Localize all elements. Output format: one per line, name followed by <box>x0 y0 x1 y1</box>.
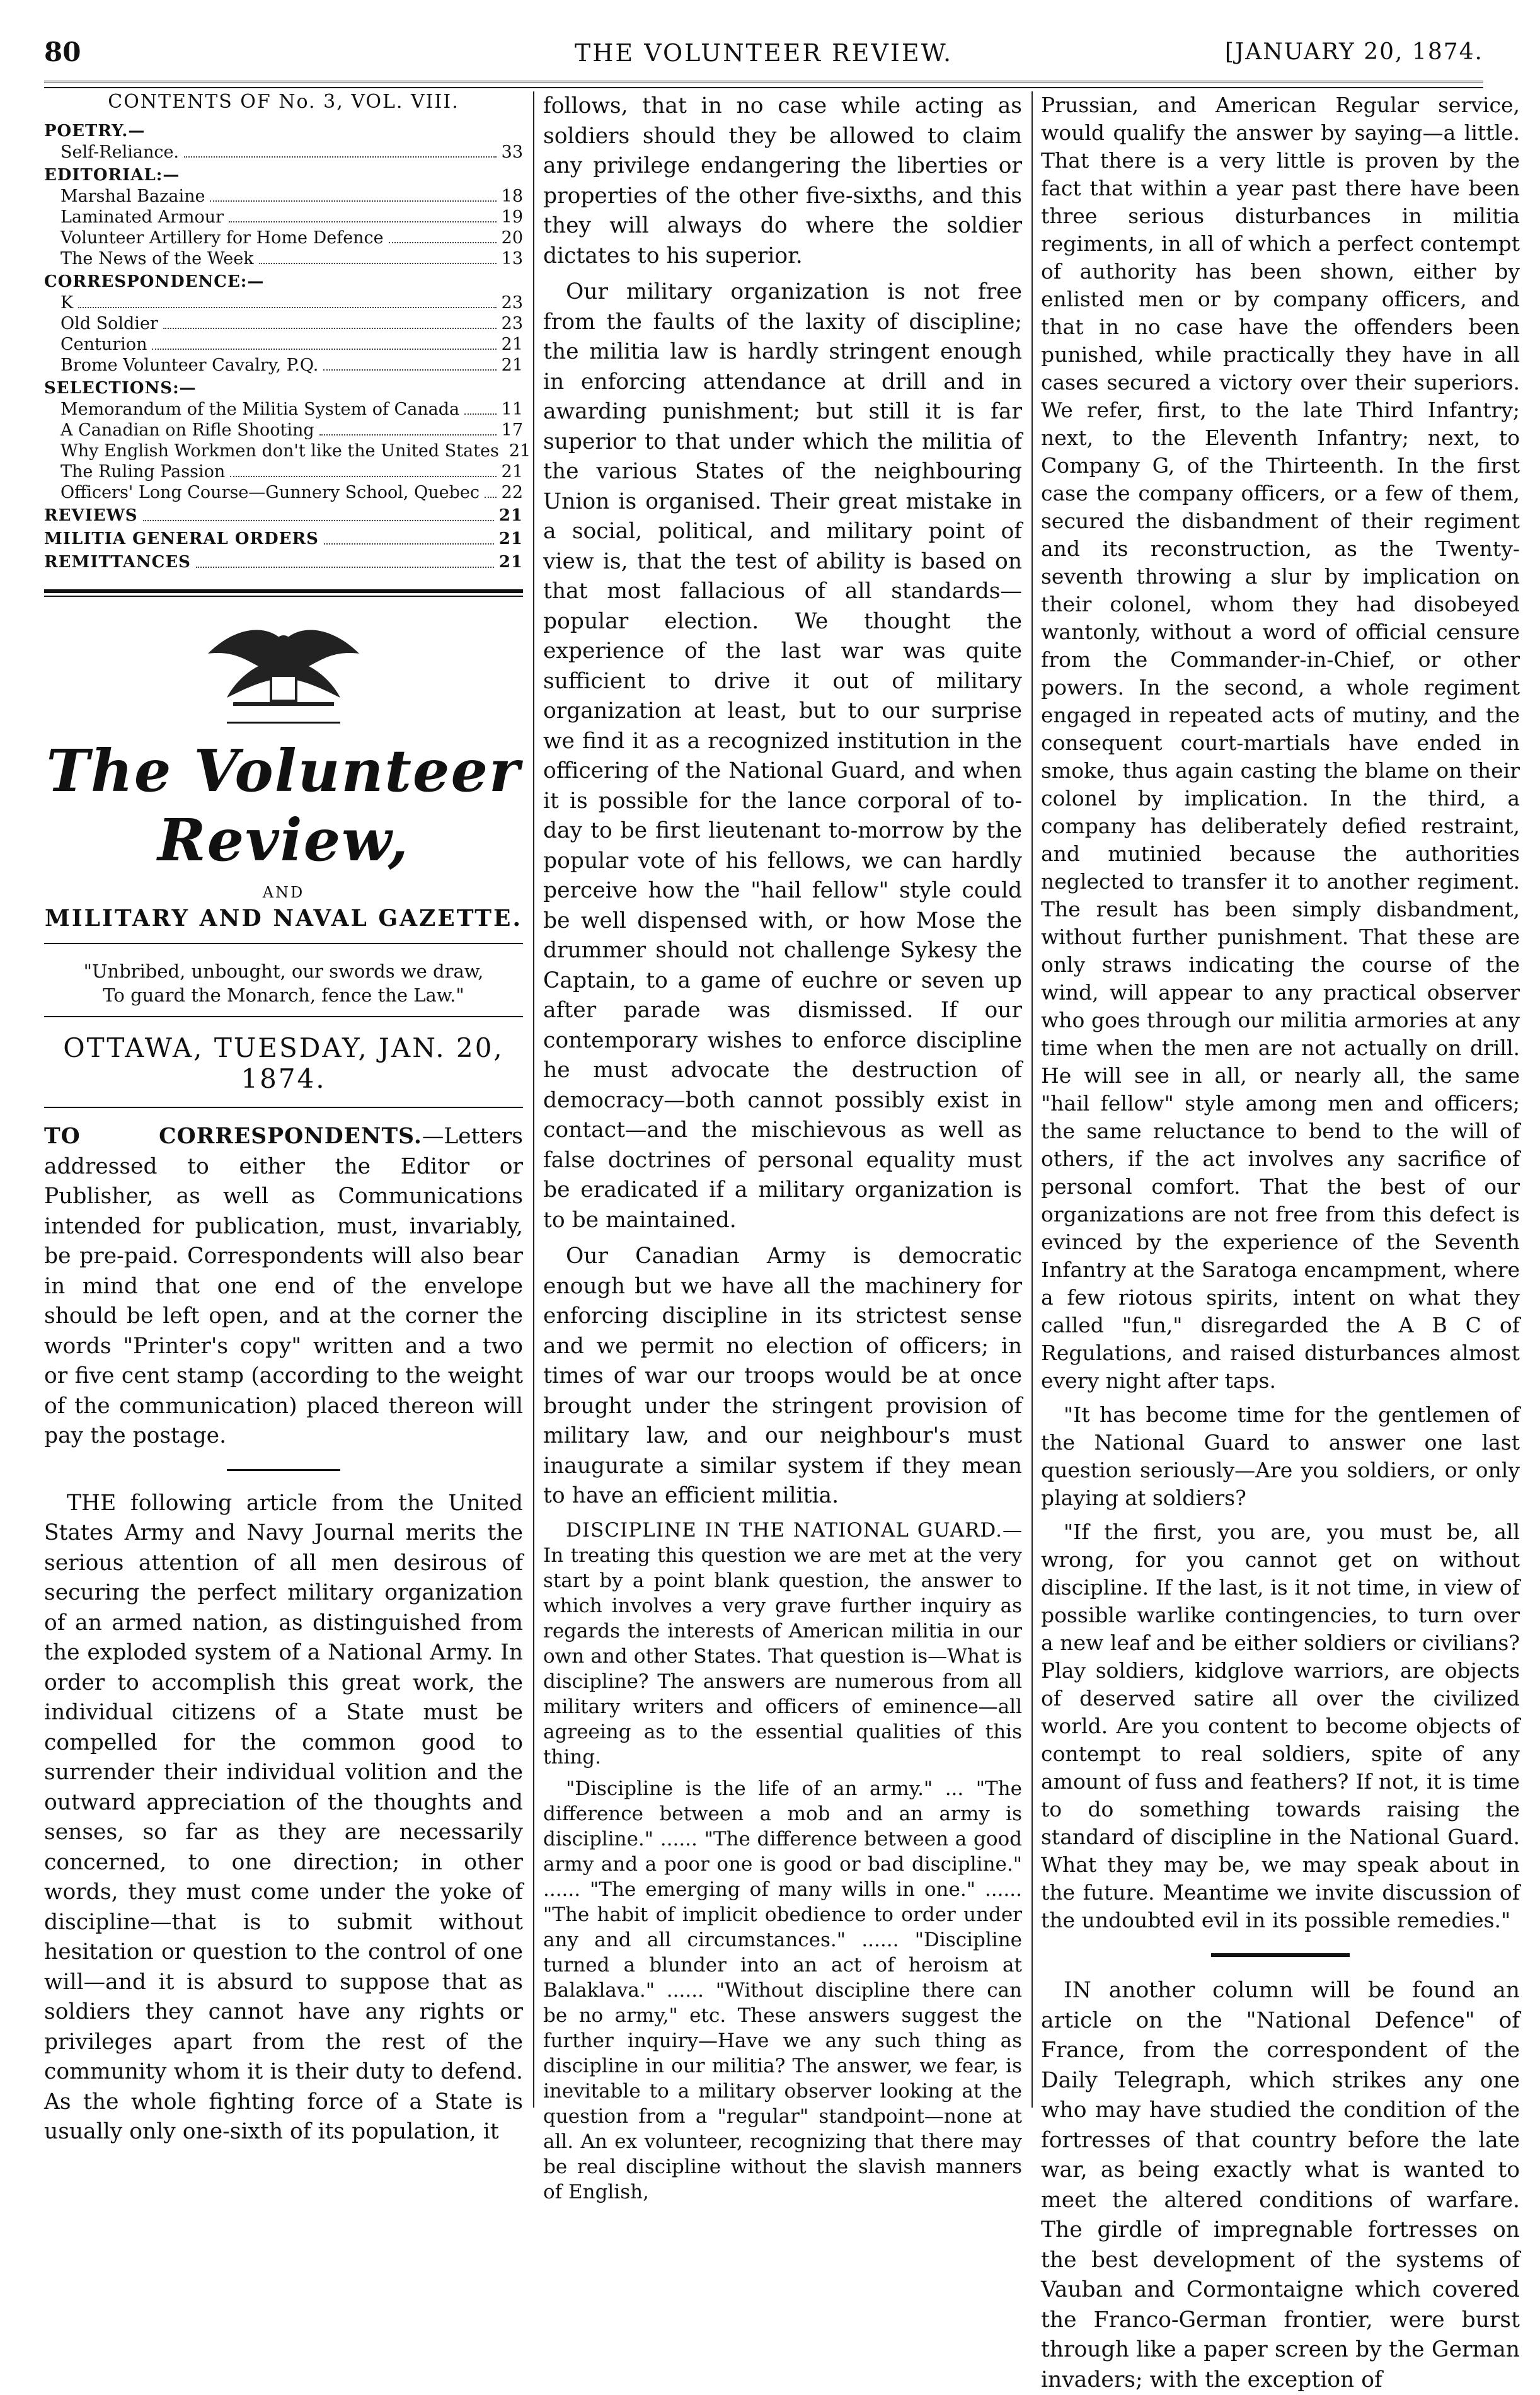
masthead-motto: "Unbribed, unbought, our swords we draw, To guard the Monarch, fence the Law." <box>83 961 484 1006</box>
section-rule <box>44 1107 523 1108</box>
masthead-title: The Volunteer Review, <box>46 737 521 874</box>
quoted-article-paragraph: "If the first, you are, you must be, all wrong, for you cannot get on without discipline. If the last, is it not time, in view of possible warlike contingencies, to turn over a new leaf and be either soldiers or civilians? Play soldiers, kidglove warriors, are objects of deserved satire all over the civilized world. Are you content to become objects of contempt to real soldiers, spite of any amount of fuss and feathers? If not, it is time to do something towards raising the standard of discipline in the National Guard. What they may be, we may speak about in the future. Meantime we invite discussion of the undoubted evil in its possible remedies." <box>1041 1520 1520 1932</box>
contents-entry: Memorandum of the Militia System of Canada 11 <box>60 400 523 419</box>
section-rule <box>44 596 523 597</box>
contents-section-label: CORRESPONDENCE:— <box>44 272 265 291</box>
contents-entry: The Ruling Passion 21 <box>60 462 523 482</box>
column-rule <box>1031 91 1033 2108</box>
correspondents-notice: TO CORRESPONDENTS.—Letters addressed to either the Editor or Publisher, as well as Communications intended for publication, must, invariably, be pre-paid. Correspondents will also bear in mind that one end of the envelope should be left open, and at the corner the words "Printer's copy" written and a two or five cent stamp (according to the weight of the communication) placed thereon will pay the postage. <box>44 1124 523 1448</box>
contents-entry: REVIEWS 21 <box>44 506 523 525</box>
column-1 <box>44 91 531 2144</box>
contents-entry: Old Soldier 23 <box>60 314 523 333</box>
contents-section-label: POETRY.— <box>44 122 146 141</box>
contents-title: CONTENTS OF No. 3, VOL. VIII. <box>108 91 459 113</box>
contents-entry: A Canadian on Rifle Shooting 17 <box>60 420 523 440</box>
contents-entry: K 23 <box>60 293 523 313</box>
article-paragraph: THE following article from the United States Army and Navy Journal merits the serious attention of all men desirous of securing the perfect military organization of an armed nation, as distinguished from the exploded system of a National Army. In order to accomplish this great work, the individual citizens of a State must be compelled for the common good to surrender their individual volition and the outward appreciation of the thoughts and senses, so far as they are necessarily concerned, to one direction; in other words, they must come under the yoke of discipline—that is to submit without hesitation or question to the control of one will—and it is absurd to suppose that as soldiers they cannot have any rights or privileges apart from the rest of the community whom it is their duty to defend. As the whole fighting force of a State is usually only one-sixth of its population, it <box>44 1490 523 2144</box>
masthead-and: AND <box>262 884 305 901</box>
ornament-rule <box>227 1469 340 1471</box>
running-title: THE VOLUNTEER REVIEW. <box>574 39 953 67</box>
contents-entry: Laminated Armour 19 <box>60 207 523 227</box>
column-3 <box>1041 91 1520 2392</box>
masthead-rule <box>44 1016 523 1017</box>
contents-entry: Marshal Bazaine 18 <box>60 187 523 206</box>
quoted-article-paragraph: DISCIPLINE IN THE NATIONAL GUARD.—In treating this question we are met at the very start by a point blank question, the answer to which involves a very grave further inquiry as regards the interests of American militia in our own and other States. That question is—What is discipline? The answers are numerous from all military writers and officers of eminence—all agreeing as to the essential qualities of this thing. <box>543 1518 1022 1769</box>
contents-section-label: SELECTIONS:— <box>44 379 197 398</box>
contents-entry: Centurion 21 <box>60 335 523 354</box>
contents-entry: REMITTANCES 21 <box>44 553 523 572</box>
masthead-rule <box>44 943 523 944</box>
eagle-emblem-icon <box>195 616 372 710</box>
ornament-rule <box>227 722 340 724</box>
contents-entry: Self-Reliance. 33 <box>60 142 523 162</box>
section-rule <box>44 589 523 593</box>
contents-entry: Volunteer Artillery for Home Defence 20 <box>60 228 523 248</box>
article-paragraph: follows, that in no case while acting as soldiers should they be allowed to claim any privilege endangering the liberties or properties of the other five-sixths, and this they will always do where the soldier dictates to his superior. <box>543 93 1022 268</box>
contents-entry: MILITIA GENERAL ORDERS 21 <box>44 529 523 548</box>
quoted-article-paragraph: "Discipline is the life of an army." ... "The difference between a mob and an army is discipline." ...... "The difference between a good army and a poor one is good or bad discipline." ...... "The emerging of many wills in one." ...... "The habit of implicit obedience to order under any and all circumstances." ...... "Discipline turned a blunder into an act of heroism at Balaklava." ...... "Without discipline there can be no army," etc. These answers suggest the further inquiry—Have we any such thing as discipline in our militia? The answer, we fear, is inevitable to a military observer looking at the question from a "regular" standpoint—none at all. An ex volunteer, recognizing that there may be real discipline without the slavish manners of English, <box>543 1777 1022 2203</box>
issue-date: OTTAWA, TUESDAY, JAN. 20, 1874. <box>63 1032 504 1094</box>
contents-entry: Officers' Long Course—Gunnery School, Quebec 22 <box>60 483 523 502</box>
quoted-article-paragraph: "It has become time for the gentlemen of the National Guard to answer one last question seriously—Are you soldiers, or only playing at soldiers? <box>1041 1402 1520 1510</box>
contents-section-label: EDITORIAL:— <box>44 166 180 185</box>
running-date: [JANUARY 20, 1874. <box>1224 39 1483 65</box>
contents-entry: The News of the Week 13 <box>60 249 523 268</box>
running-header <box>44 37 1483 81</box>
column-rule <box>533 91 534 2108</box>
header-rule <box>44 81 1483 88</box>
page-number: 80 <box>44 37 81 67</box>
quoted-article-paragraph: Prussian, and American Regular service, would qualify the answer by saying—a little. That there is a very little is proven by the fact that within a year past there have been three serious disturbances in militia regiments, in all of which a perfect contempt of authority has been shown, either by enlisted men or by company officers, and that in no case have the offenders been punished, while practically they have in all cases secured a victory over their superiors. We refer, first, to the late Third Infantry; next, to the Eleventh Infantry; next, to Company G, of the Thirteenth. In the first case the company officers, or a few of them, secured the disbandment of their regiment and its reconstruction, as the Twenty-seventh throwing a slur by implication on their colonel, whom they had disobeyed wantonly, without a word of official censure from the Commander-in-Chief, or other powers. In the second, a whole regiment engaged in repeated acts of mutiny, and the consequent court-martials have ended in smoke, thus again casting the blame on their colonel by implication. In the third, a company has deliberately defied restraint, and mutinied because the authorities neglected to transfer it to another regiment. The result has been simply disbandment, without further punishment. That these are only straws indicating the course of the wind, will appear to any practical observer who goes through our militia armories at any time when the men are not actually on drill. He will see in all, or nearly all, the same "hail fellow" style among men and officers; the same reluctance to bend to the will of others, if the act involves any sacrifice of personal comfort. That the best of our organizations are not free from this defect is evinced by the experience of the Seventh Infantry at the Saratoga encampment, where a few riotous spirits, intent on what they called "fun," disregarded the A B C of Regulations, and raised disturbances almost every night after taps. <box>1041 93 1520 1393</box>
contents-box <box>44 91 531 573</box>
article-paragraph: Our military organization is not free from the faults of the laxity of discipline; the militia law is hardly stringent enough in enforcing attendance at drill and in awarding punishment; but still it is far superior to that under which the militia of the various States of the neighbouring Union is organised. Their great mistake in a social, political, and military point of view is, that the test of ability is based on that most fallacious of all standards—popular election. We thought the experience of the last war was quite sufficient to drive it out of military organization at least, but to our surprise we find it as a recognized institution in the officering of the National Guard, and when it is possible for the lance corporal of to-day to be first lieutenant to-morrow by the popular vote of his fellows, we can hardly perceive how the "hail fellow" style could be well dispensed with, or how Mose the drummer should not challenge Sykesy the Captain, to a game of euchre or seven up after parade was dismissed. If our contemporary wishes to enforce discipline he must advocate the destruction of democracy—both cannot possibly exist in contact—and the mischievous as well as false doctrines of personal equality must be eradicated if a military organization is to be maintained. <box>543 279 1022 1233</box>
column-2 <box>543 91 1022 2203</box>
masthead-subtitle: MILITARY AND NAVAL GAZETTE. <box>44 905 523 932</box>
article-paragraph: Our Canadian Army is democratic enough but we have all the machinery for enforcing discipline in its strictest sense and we permit no election of officers; in times of war our troops would be at once brought under the stringent provision of military law, and our neighbour's must inaugurate a similar system if they mean to have an efficient militia. <box>543 1244 1022 1508</box>
article-paragraph: IN another column will be found an article on the "National Defence" of France, from the correspondent of the Daily Telegraph, which strikes any one who may have studied the condition of the fortresses of that country before the late war, as being exactly what is wanted to meet the altered conditions of warfare. The girdle of impregnable fortresses on the best development of the systems of Vauban and Cormontaigne which covered the Franco-German frontier, were burst through like a paper screen by the German invaders; with the exception of <box>1041 1978 1520 2392</box>
contents-entry: Why English Workmen don't like the United States 21 <box>60 441 531 461</box>
ornament-rule <box>1211 1953 1350 1957</box>
contents-entry: Brome Volunteer Cavalry, P.Q. 21 <box>60 355 523 375</box>
